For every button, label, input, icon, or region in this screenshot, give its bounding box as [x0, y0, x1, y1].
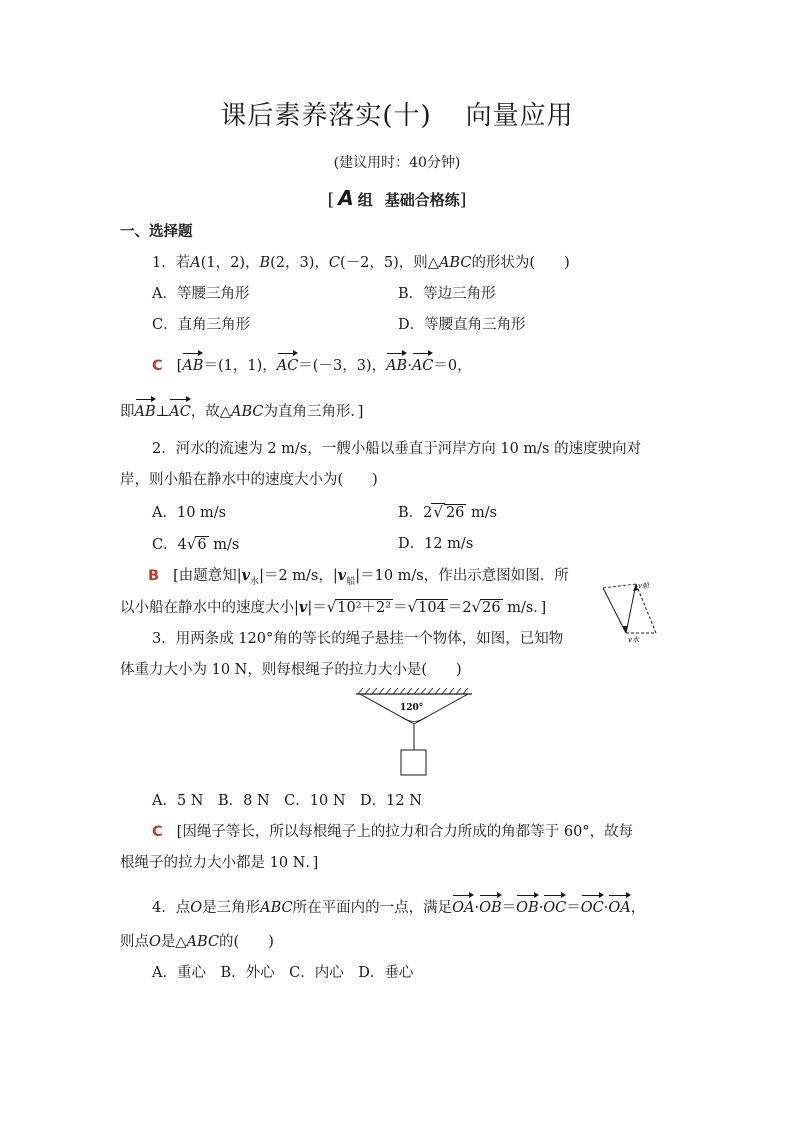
q1-solution-line2: 即AB⊥AC，故△ABC为直角三角形．]	[120, 396, 680, 420]
q4-stem-line1: 4．点O是三角形ABC所在平面内的一点，满足OA·OB＝OB·OC＝OC·OA，	[152, 892, 712, 916]
section-title: 一、选择题	[120, 223, 193, 240]
q4-options: A．重心 B．外心 C．内心 D．垂心	[152, 965, 414, 981]
q3-stem-line1: 3．用两条成 120°角的等长的绳子悬挂一个物体，如图，已知物	[152, 631, 564, 647]
q1-option-b: B．等边三角形	[398, 286, 496, 302]
q2-stem-line2: 岸，则小船在静水中的速度大小为( )	[120, 472, 378, 488]
q2-option-a: A．10 m/s	[152, 505, 227, 521]
label-v-water: v水	[628, 636, 639, 644]
q1-options-row2	[152, 313, 712, 337]
q3-stem-line2: 体重力大小为 10 N，则每根绳子的拉力大小是( )	[120, 662, 462, 678]
weight-box	[401, 750, 426, 775]
q3-solution-line2: 根绳子的拉力大小都是 10 N．]	[120, 855, 319, 871]
group-letter: A	[338, 186, 354, 210]
q1-option-c: C．直角三角形	[152, 317, 251, 333]
still-water-dash	[636, 584, 656, 633]
q3-solution-line1: C [因绳子等长，所以每根绳子上的拉力和合力所成的角都等于 60°，故每	[152, 824, 634, 840]
suggested-time: (建议用时：40分钟)	[333, 155, 461, 171]
q2-options-row1	[152, 501, 712, 525]
q1-options-row1	[152, 282, 712, 306]
q4-stem-line2: 则点O是△ABC的( )	[120, 934, 274, 950]
velocity-diagram	[598, 578, 664, 644]
group-heading: [ A 组 基础合格练]	[327, 186, 467, 210]
q2-option-d: D．12 m/s	[398, 536, 474, 552]
q2-answer: B	[148, 568, 160, 584]
q2-solution-line1: B [由题意知$|v_水|=2$ m/s，$|v_船|=10$ m/s，作出示意图如图．所	[148, 567, 569, 587]
q1-answer: C	[152, 358, 163, 374]
page-title	[0, 96, 794, 136]
title-main: 课后素养落实(十)	[220, 101, 432, 131]
q1-stem: 1．若A(1，2)，B(2，3)，C(－2，5)，则△ABC的形状为( )	[152, 255, 570, 271]
ship-velocity-arrow	[626, 584, 636, 633]
q3-options: A．5 N B．8 N C．10 N D．12 N	[152, 793, 422, 809]
q1-solution-line1: C [AB＝(1，1)，AC＝(－3，3)，AB·AC＝0，	[152, 350, 712, 374]
title-topic: 向量应用	[465, 101, 574, 131]
q2-option-b: B．2√ 26 m/s	[398, 503, 498, 521]
group-name: 基础合格练	[384, 191, 460, 209]
angle-label: 120°	[400, 703, 424, 713]
q2-solution-line2: 以小船在静水中的速度大小|v|＝√10²＋2² ＝√104 ＝2√26 m/s．]	[120, 598, 547, 616]
q1-option-d: D．等腰直角三角形	[398, 317, 526, 333]
q1-option-a: A．等腰三角形	[152, 286, 250, 302]
q2-stem-line1: 2．河水的流速为 2 m/s，一艘小船以垂直于河岸方向 10 m/s 的速度驶向对	[152, 441, 642, 457]
hanging-weight-diagram	[350, 686, 478, 778]
q3-answer: C	[152, 824, 163, 840]
q2-options-row2	[152, 532, 712, 556]
label-v-ship: v船	[638, 582, 649, 590]
q2-option-c: C．4√6 m/s	[152, 535, 240, 553]
